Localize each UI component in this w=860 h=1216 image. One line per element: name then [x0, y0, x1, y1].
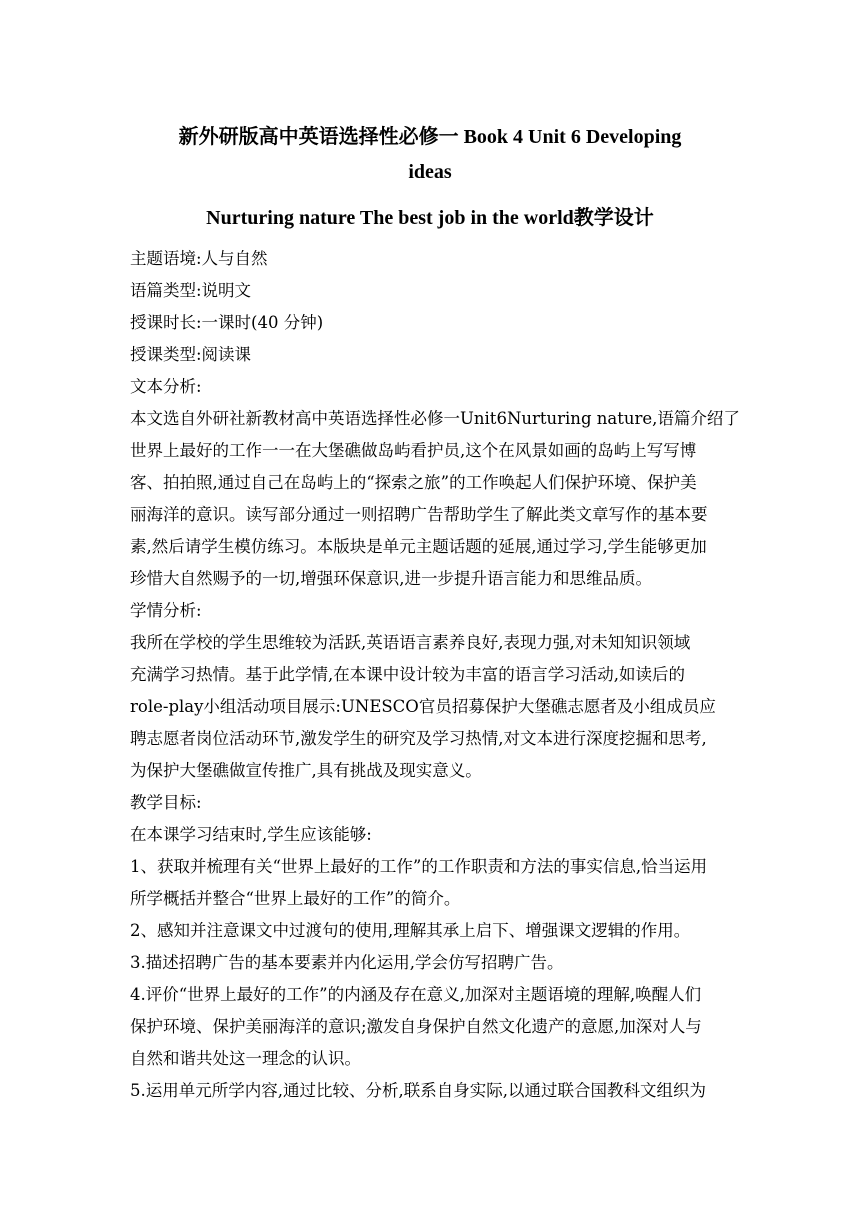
body-line-objectives-heading: 教学目标:	[130, 793, 202, 812]
body-line-student-analysis-2: 充满学习热情。基于此学情,在本课中设计较为丰富的语言学习活动,如读后的	[130, 665, 685, 684]
body-line-objective-4c: 自然和谐共处这一理念的认识。	[130, 1049, 361, 1068]
body-line-objective-2: 2、感知并注意课文中过渡句的使用,理解其承上启下、增强课文逻辑的作用。	[130, 921, 691, 940]
body-line-objective-4b: 保护环境、保护美丽海洋的意识;激发自身保护自然文化遗产的意愿,加深对人与	[130, 1017, 702, 1036]
document-title-line-2: ideas	[408, 161, 452, 183]
body-line-student-analysis-5: 为保护大堡礁做宣传推广,具有挑战及现实意义。	[130, 761, 482, 780]
body-line-text-analysis-1: 本文选自外研社新教材高中英语选择性必修一Unit6Nurturing nature,语篇介绍了	[130, 409, 740, 428]
body-line-objective-1b: 所学概括并整合“世界上最好的工作”的简介。	[130, 889, 461, 908]
body-line-text-analysis-4: 丽海洋的意识。读写部分通过一则招聘广告帮助学生了解此类文章写作的基本要	[130, 505, 708, 524]
body-line-text-type: 语篇类型:说明文	[130, 281, 252, 300]
body-line-objective-5: 5.运用单元所学内容,通过比较、分析,联系自身实际,以通过联合国教科文组织为	[130, 1081, 706, 1100]
body-line-text-analysis-heading: 文本分析:	[130, 377, 202, 396]
body-line-duration: 授课时长:一课时(40 分钟)	[130, 313, 324, 332]
body-line-objective-3: 3.描述招聘广告的基本要素并内化运用,学会仿写招聘广告。	[130, 953, 564, 972]
body-line-objective-1a: 1、获取并梳理有关“世界上最好的工作”的工作职责和方法的事实信息,恰当运用	[130, 857, 708, 876]
body-line-text-analysis-2: 世界上最好的工作一一在大堡礁做岛屿看护员,这个在风景如画的岛屿上写写博	[130, 441, 697, 460]
body-line-topic-context: 主题语境:人与自然	[130, 249, 268, 268]
document-title-line-1: 新外研版高中英语选择性必修一 Book 4 Unit 6 Developing	[178, 126, 682, 148]
body-line-student-analysis-heading: 学情分析:	[130, 601, 202, 620]
body-line-text-analysis-6: 珍惜大自然赐予的一切,增强环保意识,进一步提升语言能力和思维品质。	[130, 569, 652, 588]
body-line-student-analysis-4: 聘志愿者岗位活动环节,激发学生的研究及学习热情,对文本进行深度挖掘和思考,	[130, 729, 707, 748]
body-line-text-analysis-3: 客、拍拍照,通过自己在岛屿上的“探索之旅”的工作唤起人们保护环境、保护美	[130, 473, 697, 492]
body-line-student-analysis-3: role-play小组活动项目展示:UNESCO官员招募保护大堡礁志愿者及小组成员应	[130, 697, 716, 716]
body-line-text-analysis-5: 素,然后请学生模仿练习。本版块是单元主题话题的延展,通过学习,学生能够更加	[130, 537, 707, 556]
body-line-student-analysis-1: 我所在学校的学生思维较为活跃,英语语言素养良好,表现力强,对未知知识领域	[130, 633, 691, 652]
body-line-objectives-intro: 在本课学习结束时,学生应该能够:	[130, 825, 372, 844]
document-title-line-3: Nurturing nature The best job in the world教学设计	[206, 207, 654, 229]
body-line-objective-4a: 4.评价“世界上最好的工作”的内涵及存在意义,加深对主题语境的理解,唤醒人们	[130, 985, 702, 1004]
body-line-lesson-type: 授课类型:阅读课	[130, 345, 252, 364]
